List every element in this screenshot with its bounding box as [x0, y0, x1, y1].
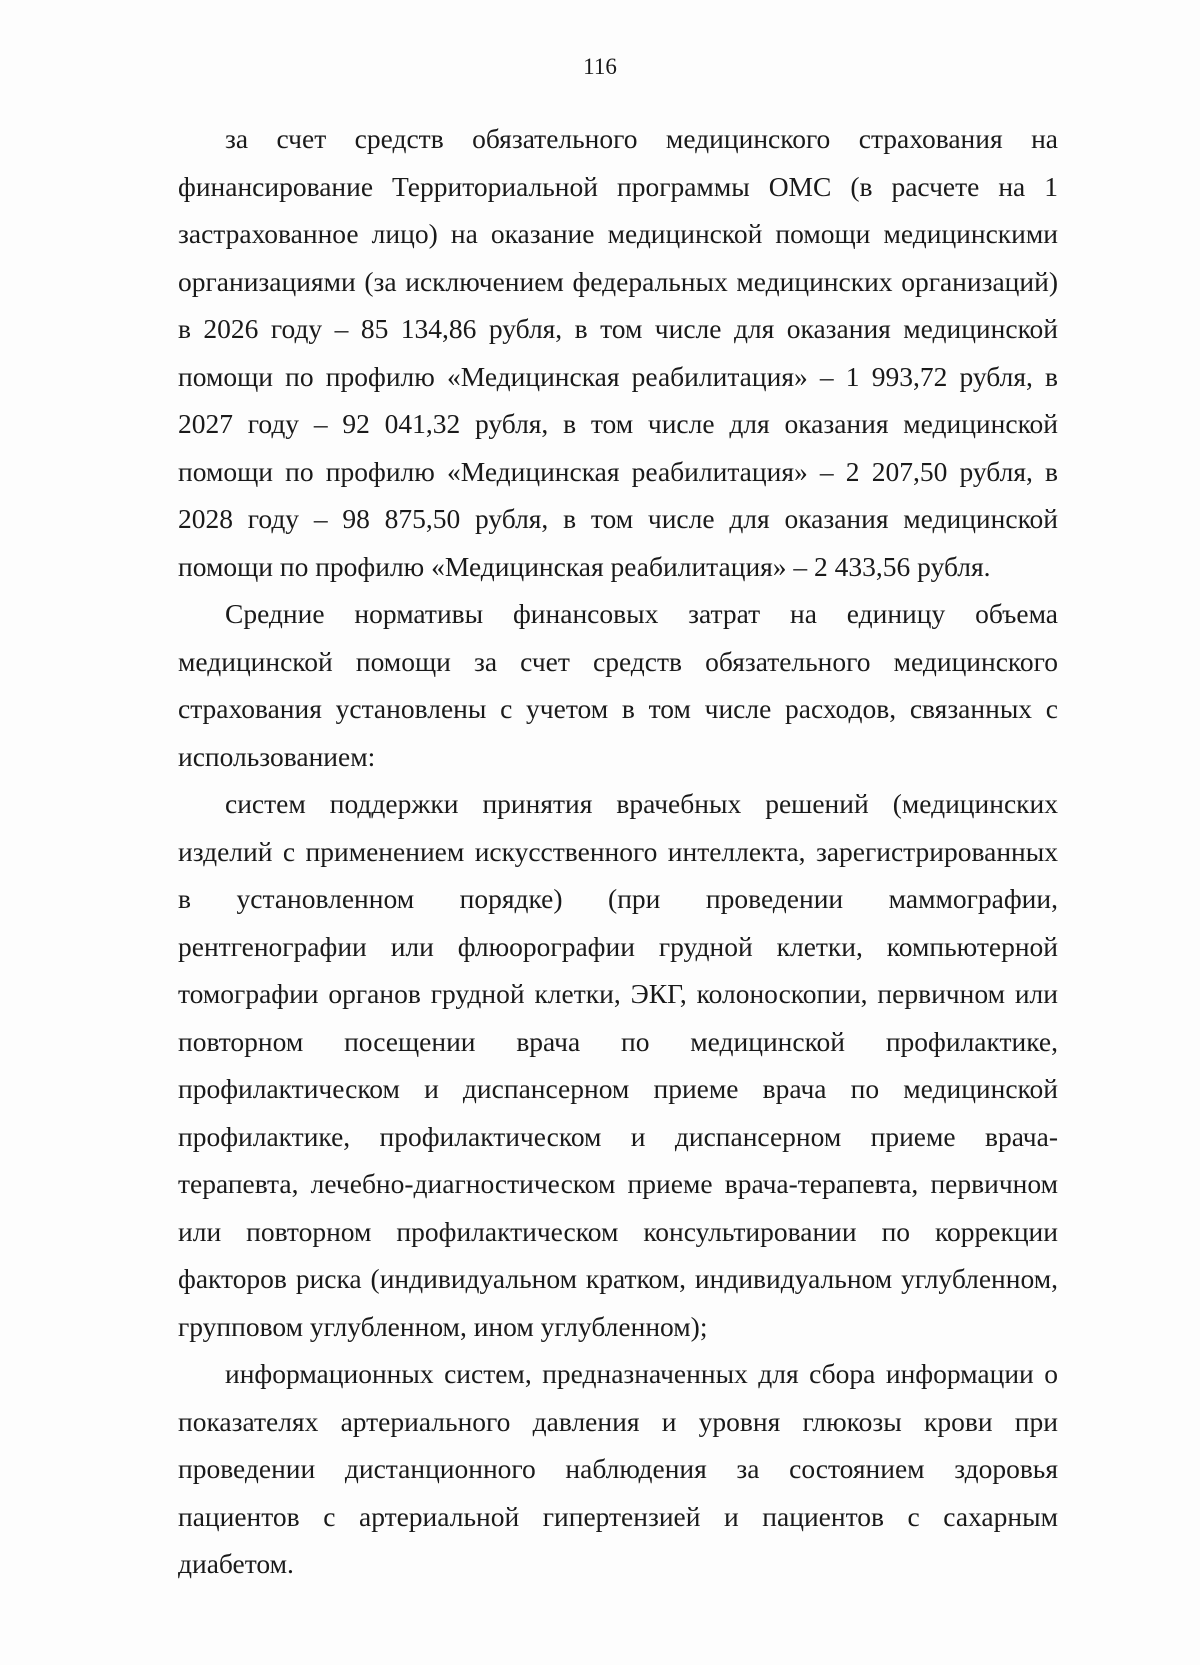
document-body	[178, 115, 1058, 1588]
paragraph-oms-financing: за счет средств обязательного медицинского страхования на финансирование Территориальной программы ОМС (в расчете на 1 застрахованное лицо) на оказание медицинской помощи медицинскими организациями (за исключением федеральных медицинских организаций) в 2026 году – 85 134,86 рубля, в том числе для оказания медицинской помощи по профилю «Медицинская реабилитация» – 1 993,72 рубля, в 2027 году – 92 041,32 рубля, в том числе для оказания медицинской помощи по профилю «Медицинская реабилитация» – 2 207,50 рубля, в 2028 году – 98 875,50 рубля, в том числе для оказания медицинской помощи по профилю «Медицинская реабилитация» – 2 433,56 рубля.	[178, 123, 1058, 582]
paragraph-average-norms: Средние нормативы финансовых затрат на единицу объема медицинской помощи за счет средств обязательного медицинского страхования установлены с учетом в том числе расходов, связанных с использованием:	[178, 598, 1058, 772]
paragraph-information-systems: информационных систем, предназначенных для сбора информации о показателях артериального давления и уровня глюкозы крови при проведении дистанционного наблюдения за состоянием здоровья пациентов с артериальной гипертензией и пациентов с сахарным диабетом.	[178, 1358, 1058, 1579]
paragraph-decision-support-systems: систем поддержки принятия врачебных решений (медицинских изделий с применением искусственного интеллекта, зарегистрированных в установленном порядке) (при проведении маммографии, рентгенографии или флюорографии грудной клетки, компьютерной томографии органов грудной клетки, ЭКГ, колоноскопии, первичном или повторном посещении врача по медицинской профилактике, профилактическом и диспансерном приеме врача по медицинской профилактике, профилактическом и диспансерном приеме врача-терапевта, лечебно-диагностическом приеме врача-терапевта, первичном или повторном профилактическом консультировании по коррекции факторов риска (индивидуальном кратком, индивидуальном углубленном, групповом углубленном, ином углубленном);	[178, 788, 1058, 1342]
page-number: 116	[583, 54, 617, 79]
